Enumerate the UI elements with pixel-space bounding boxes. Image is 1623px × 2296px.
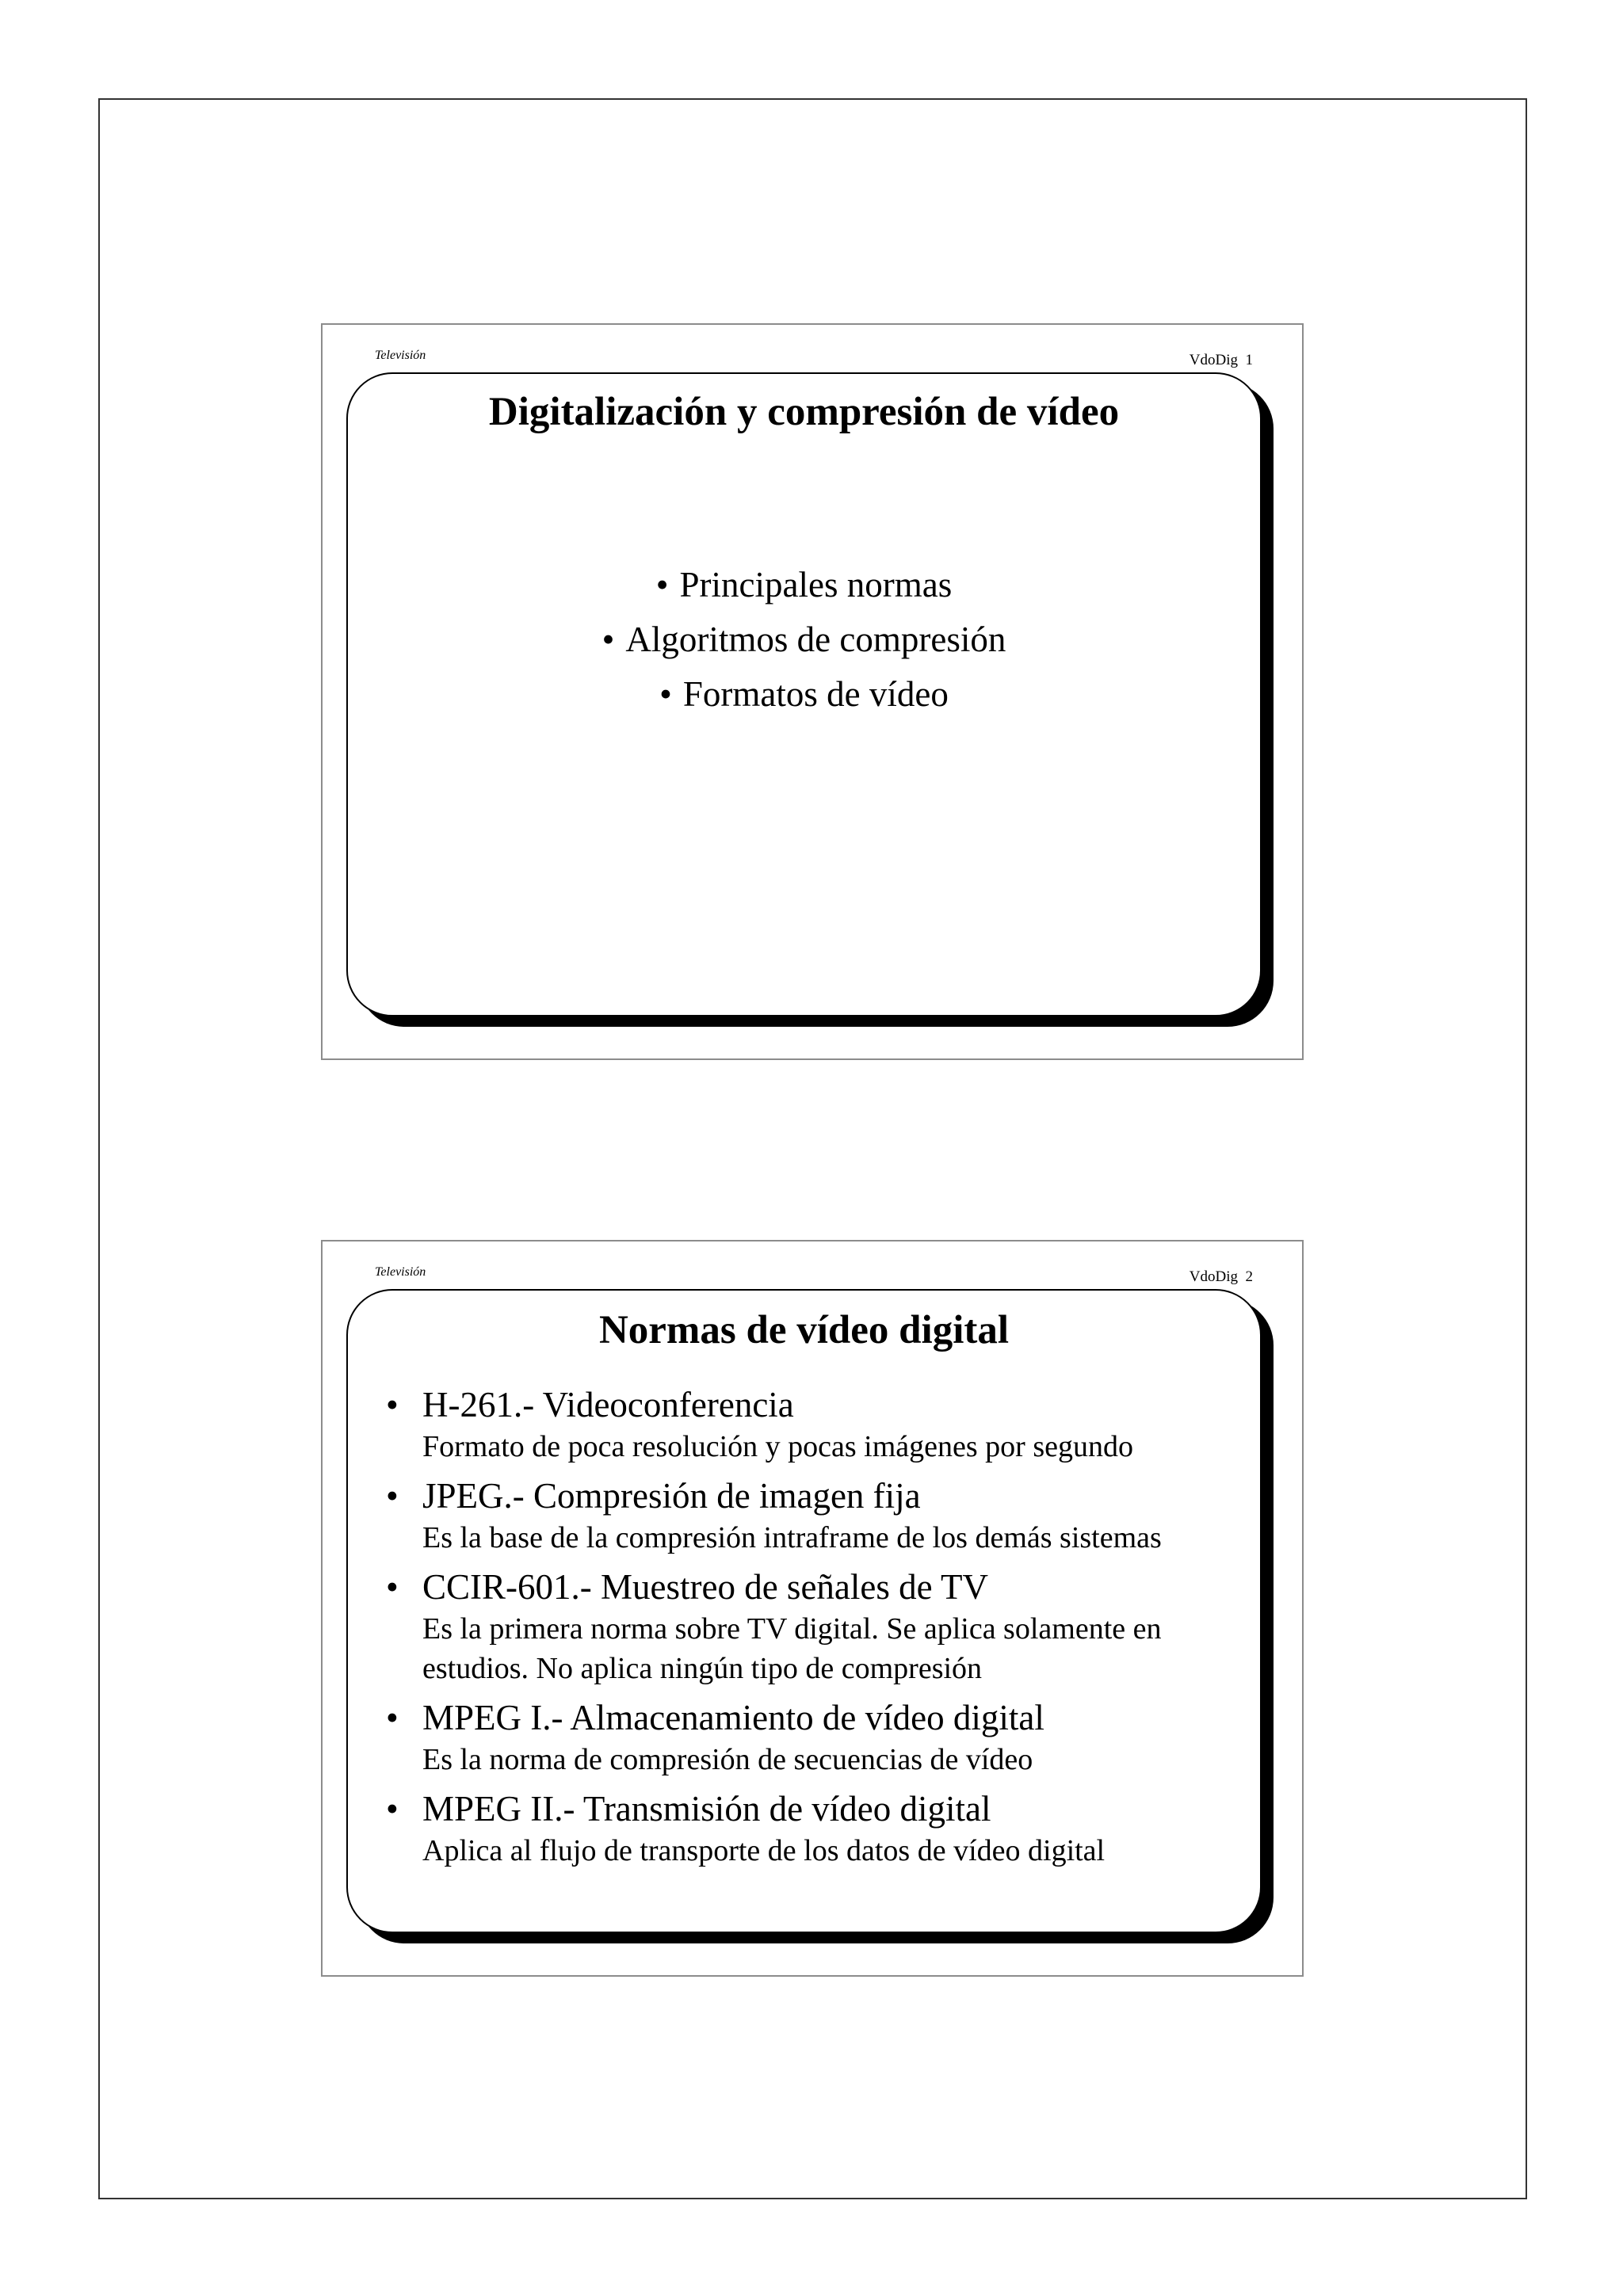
slide-header-code: VdoDig 1 <box>1189 352 1253 368</box>
bullet-icon: • <box>386 1385 399 1425</box>
bullet-icon: • <box>386 1789 399 1829</box>
slide-header-course: Televisión <box>375 349 426 362</box>
slide-title: Digitalización y compresión de vídeo <box>488 390 1120 434</box>
slide-header-code: VdoDig 2 <box>1189 1268 1253 1285</box>
standard-detail: Es la norma de compresión de secuencias de vídeo <box>422 1743 1033 1776</box>
standard-detail: Aplica al flujo de transporte de los datos de vídeo digital <box>422 1834 1106 1867</box>
standard-detail: Formato de poca resolución y pocas imágenes por segundo <box>422 1430 1133 1463</box>
standards-list <box>386 1383 1242 1878</box>
topic-label: Formatos de vídeo <box>682 674 949 714</box>
bullet-icon: • <box>655 565 669 605</box>
standard-heading: H-261.- Videoconferencia <box>422 1385 794 1425</box>
standard-item <box>386 1695 1242 1779</box>
topic-item <box>348 667 1260 722</box>
bullet-icon: • <box>386 1698 399 1737</box>
standard-item <box>386 1474 1242 1558</box>
slide-card <box>346 372 1262 1016</box>
standard-item <box>386 1565 1242 1688</box>
standard-detail: Es la primera norma sobre TV digital. Se aplica solamente en estudios. No aplica ningún tipo de compresión <box>422 1612 1162 1685</box>
bullet-icon: • <box>386 1476 399 1516</box>
slide-1 <box>321 323 1304 1060</box>
bullet-icon: • <box>601 620 615 659</box>
topic-list <box>348 558 1260 722</box>
standard-heading: MPEG I.- Almacenamiento de vídeo digital <box>422 1698 1044 1737</box>
topic-item <box>348 558 1260 612</box>
slide-2 <box>321 1240 1304 1977</box>
bullet-icon: • <box>386 1567 399 1607</box>
slide-header-course: Televisión <box>375 1265 426 1279</box>
standard-heading: JPEG.- Compresión de imagen fija <box>422 1476 921 1516</box>
standard-item <box>386 1383 1242 1466</box>
standard-item <box>386 1787 1242 1871</box>
topic-item <box>348 612 1260 667</box>
standard-detail: Es la base de la compresión intraframe de los demás sistemas <box>422 1521 1162 1554</box>
standard-heading: CCIR-601.- Muestreo de señales de TV <box>422 1567 989 1607</box>
bullet-icon: • <box>659 674 672 714</box>
slide-title: Normas de vídeo digital <box>598 1308 1010 1352</box>
standard-heading: MPEG II.- Transmisión de vídeo digital <box>422 1789 991 1829</box>
slide-card <box>346 1289 1262 1933</box>
topic-label: Algoritmos de compresión <box>625 620 1006 659</box>
topic-label: Principales normas <box>679 565 953 605</box>
